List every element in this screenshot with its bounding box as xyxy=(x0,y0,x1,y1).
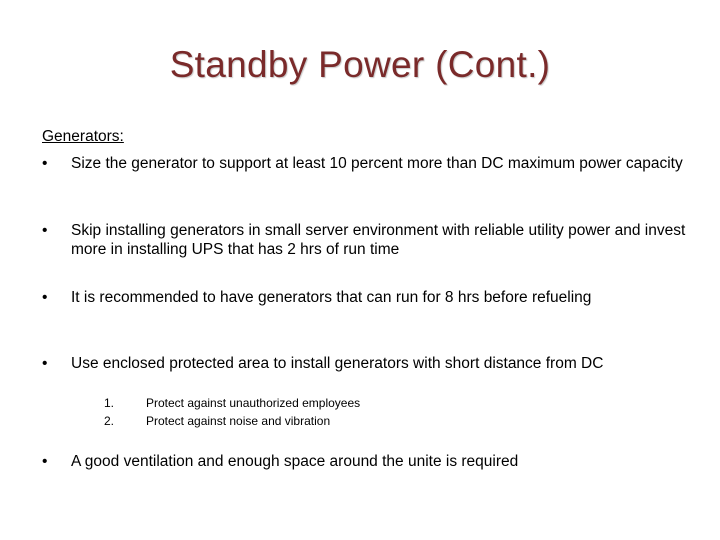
bullet-icon: • xyxy=(42,453,48,470)
sub-item-text: Protect against noise and vibration xyxy=(146,414,331,428)
sub-item-number: 2. xyxy=(104,414,115,428)
slide-title: Standby Power (Cont.) xyxy=(169,44,551,85)
bullet-icon: • xyxy=(42,222,48,239)
bullet-text: It is recommended to have generators that can run for 8 hrs before refueling xyxy=(71,289,592,306)
bullet-text: Size the generator to support at least 10 percent more than DC maximum power capacity xyxy=(71,155,683,172)
bullet-icon: • xyxy=(42,355,48,372)
bullet-item xyxy=(42,288,692,307)
bullet-item xyxy=(42,221,692,259)
sub-item-number: 1. xyxy=(104,396,115,410)
bullet-icon: • xyxy=(42,155,48,172)
bullet-text: A good ventilation and enough space around the unite is required xyxy=(71,453,519,470)
section-heading: Generators: xyxy=(42,128,124,145)
bullet-item xyxy=(42,154,692,173)
bullet-item xyxy=(42,452,692,471)
bullet-text: Skip installing generators in small server environment with reliable utility power and invest more in installing UPS that has 2 hrs of run time xyxy=(71,222,686,258)
sub-item-text: Protect against unauthorized employees xyxy=(146,396,361,410)
bullet-text: Use enclosed protected area to install generators with short distance from DC xyxy=(71,355,604,372)
sub-list-item xyxy=(104,412,330,430)
sub-list-item xyxy=(104,394,360,412)
bullet-item xyxy=(42,354,692,373)
bullet-icon: • xyxy=(42,289,48,306)
